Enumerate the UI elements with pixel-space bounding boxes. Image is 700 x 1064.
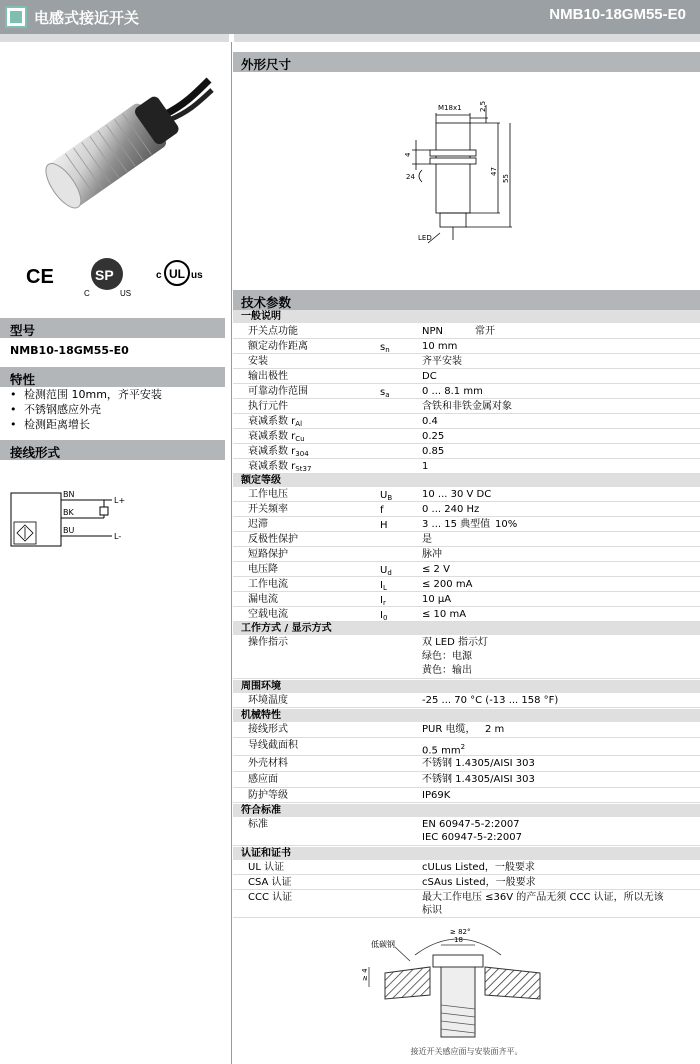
svg-text:L-: L-: [114, 532, 122, 541]
svg-text:18: 18: [454, 936, 463, 944]
svg-text:≥ 4: ≥ 4: [361, 968, 369, 981]
spec-row: 导线截面积 0.5 $mm^2$: [233, 739, 700, 756]
title-bar: [0, 0, 700, 34]
column-divider: [231, 42, 232, 1064]
spec-row: CCC 认证 最大工作电压 ≤36V 的产品无须 CCC 认证，所以无该 标识: [233, 891, 700, 918]
page-title: 电感式接近开关: [34, 9, 140, 27]
wiring-diagram: [8, 485, 148, 555]
spec-row: 操作指示 双 LED 指示灯 绿色：电源 黄色：输出: [233, 636, 700, 679]
model-number: NMB10-18GM55-E0: [549, 6, 686, 23]
svg-text:LED: LED: [418, 234, 432, 242]
ce-logo: CE: [26, 266, 54, 288]
spec-row: 迟滞 H 3 ... 15 典型值 10%: [233, 518, 700, 532]
spec-row: 标准 EN 60947-5-2:2007 IEC 60947-5-2:2007: [233, 818, 700, 846]
spec-row: 衰减系数 $r_{St37}$ 1: [233, 460, 700, 474]
model-heading: 型号: [0, 318, 225, 338]
spec-row: CSA 认证 cSAus Listed，一般要求: [233, 876, 700, 890]
spec-row: 执行元件 含铁和非铁金属对象: [233, 400, 700, 414]
spec-row: 短路保护 脉冲: [233, 548, 700, 562]
specs-heading: 技术参数: [233, 290, 700, 310]
features-list: [10, 387, 162, 432]
svg-text:BU: BU: [63, 526, 75, 535]
svg-text:4: 4: [404, 152, 412, 157]
spec-row: 防护等级 IP69K: [233, 789, 700, 803]
svg-text:SP: SP: [95, 267, 114, 283]
spec-row: 可靠动作范围 $s_a$ 0 ... 8.1 mm: [233, 385, 700, 399]
svg-text:UL: UL: [169, 267, 185, 281]
spec-row: 环境温度 -25 ... 70 °C (-13 ... 158 °F): [233, 694, 700, 708]
feature-item: • 检测范围 10mm，齐平安装: [10, 387, 162, 402]
header-strip-right: [234, 34, 700, 42]
feature-item: • 不锈钢感应外壳: [10, 402, 162, 417]
spec-row: 接线形式 PUR 电缆， 2 m: [233, 723, 700, 738]
model-value: NMB10-18GM55-E0: [10, 344, 129, 357]
section-ambient: 周围环境: [233, 680, 700, 693]
svg-text:us: us: [191, 270, 203, 281]
spec-row: 工作电压 $U_B$ 10 ... 30 V DC: [233, 488, 700, 502]
mounting-caption: 接近开关感应面与安装面齐平。: [410, 1047, 523, 1056]
section-mode: 工作方式 / 显示方式: [233, 622, 700, 635]
spec-row: 开关点功能 NPN 常开: [233, 325, 700, 339]
spec-row: 反极性保护 是: [233, 533, 700, 547]
spec-row: 衰减系数 $r_{304}$ 0.85: [233, 445, 700, 459]
spec-row: 额定动作距离 $s_n$ 10 mm: [233, 340, 700, 354]
svg-text:C: C: [84, 289, 90, 298]
spec-row: UL 认证 cULus Listed，一般要求: [233, 861, 700, 875]
spec-row: 安装 齐平安装: [233, 355, 700, 369]
svg-text:c: c: [156, 270, 162, 281]
svg-text:BN: BN: [63, 490, 75, 499]
mounting-drawing: [355, 925, 555, 1043]
svg-text:55: 55: [502, 174, 510, 183]
spec-row: 开关频率 f 0 ... 240 Hz: [233, 503, 700, 517]
svg-text:低碳钢: 低碳钢: [371, 940, 395, 949]
svg-text:L+: L+: [114, 496, 126, 505]
certification-logos: [12, 254, 222, 298]
feature-item: • 检测距离增长: [10, 417, 162, 432]
section-approvals: 认证和证书: [233, 847, 700, 860]
brand-square-icon: [5, 6, 27, 28]
spec-row: 衰减系数 $r_{Al}$ 0.4: [233, 415, 700, 429]
svg-text:M18x1: M18x1: [438, 104, 462, 112]
section-general: 一般说明: [233, 310, 700, 323]
spec-row: 输出极性 DC: [233, 370, 700, 384]
spec-row: 漏电流 $I_r$ 10 µA: [233, 593, 700, 607]
section-rated: 额定等级: [233, 474, 700, 487]
section-mechanical: 机械特性: [233, 709, 700, 722]
dimension-drawing: [404, 95, 520, 245]
svg-text:2,5: 2,5: [479, 100, 487, 112]
svg-text:47: 47: [490, 167, 498, 176]
svg-text:≥ 82°: ≥ 82°: [450, 928, 471, 936]
spec-row: 工作电流 $I_L$ ≤ 200 mA: [233, 578, 700, 592]
spec-row: 空载电流 $I_0$ ≤ 10 mA: [233, 608, 700, 622]
section-compliance: 符合标准: [233, 804, 700, 817]
features-heading: 特性: [0, 367, 225, 387]
dimensions-heading: 外形尺寸: [233, 52, 700, 72]
product-photo: [14, 60, 214, 240]
spec-row: 电压降 $U_d$ ≤ 2 V: [233, 563, 700, 577]
svg-text:BK: BK: [63, 508, 74, 517]
wiring-heading: 接线形式: [0, 440, 225, 460]
spec-row: 外壳材料 不锈钢 1.4305/AISI 303: [233, 757, 700, 772]
spec-row: 感应面 不锈钢 1.4305/AISI 303: [233, 773, 700, 788]
header-strip-left: [0, 34, 229, 42]
spec-row: 衰减系数 $r_{Cu}$ 0.25: [233, 430, 700, 444]
svg-text:24: 24: [406, 173, 415, 181]
svg-text:US: US: [120, 289, 132, 298]
